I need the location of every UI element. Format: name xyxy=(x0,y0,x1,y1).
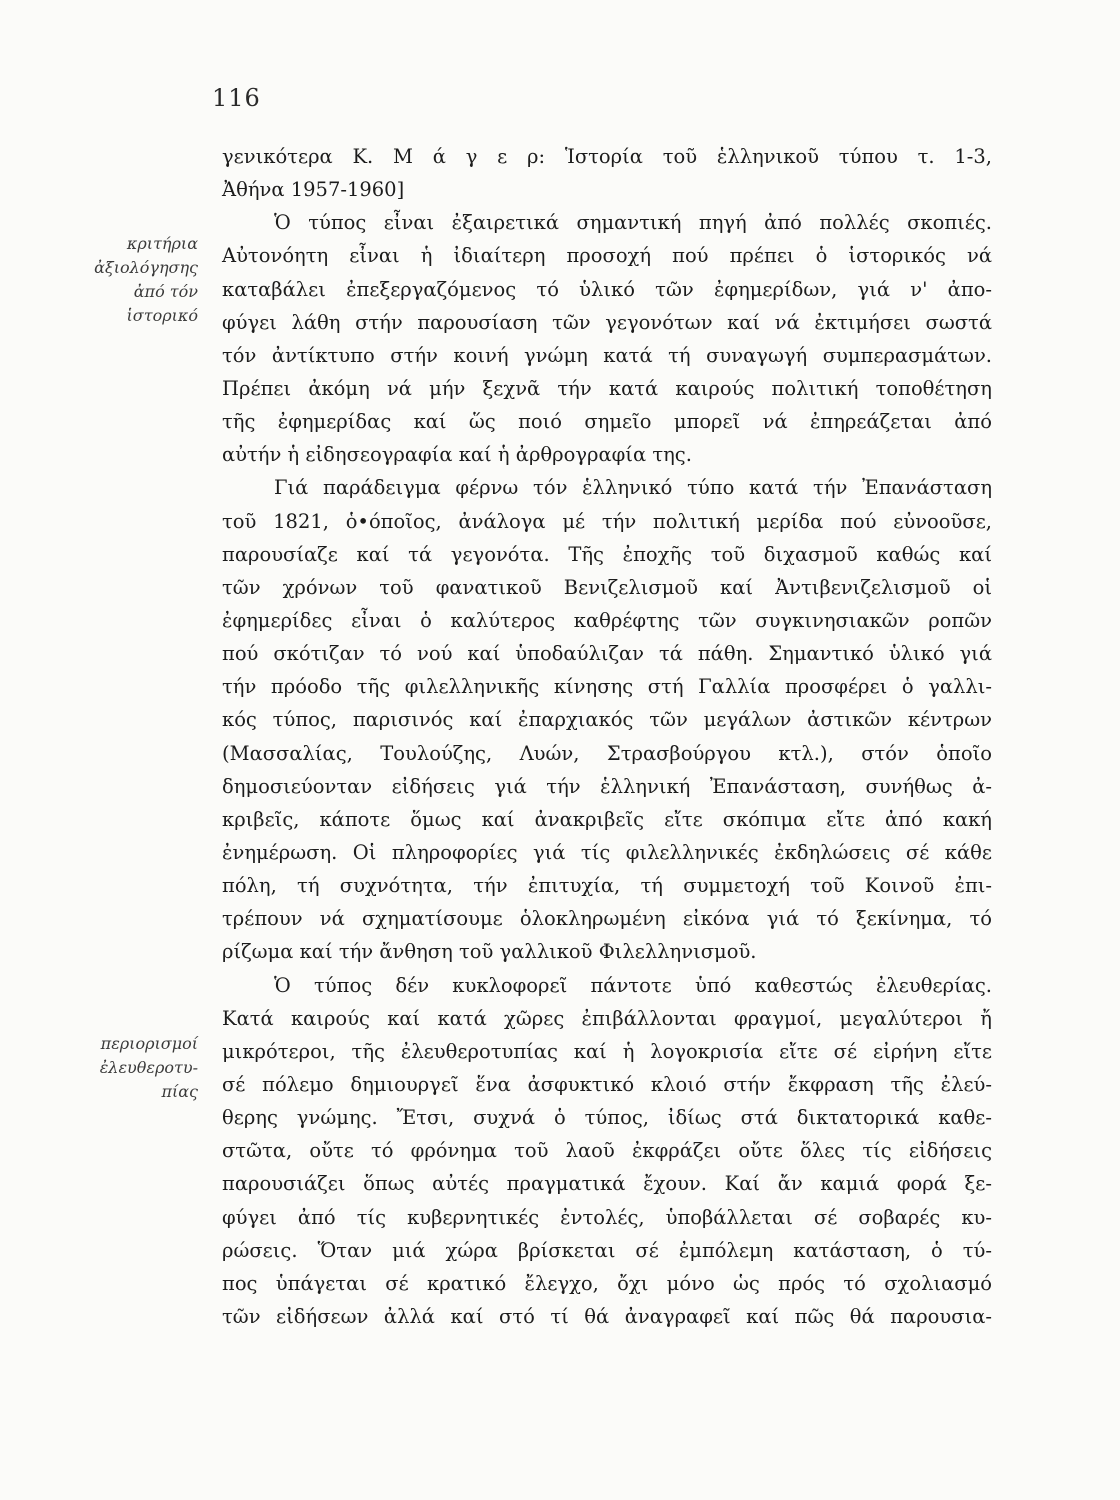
body-text xyxy=(222,140,992,1333)
text-line: πόλη, τή συχνότητα, τήν ἐπιτυχία, τή συμμετοχή τοῦ Κοινοῦ ἐπι- xyxy=(222,874,992,898)
text-line: αὐτήν ἡ εἰδησεογραφία καί ἡ ἀρθρογραφία της. xyxy=(222,443,692,467)
text-line: πος ὑπάγεται σέ κρατικό ἔλεγχο, ὄχι μόνο ὡς πρός τό σχολιασμό xyxy=(222,1271,992,1295)
text-line: κός τύπος, παρισινός καί ἐπαρχιακός τῶν μεγάλων ἀστικῶν κέντρων xyxy=(222,708,992,732)
text-line: σέ πόλεμο δημιουργεῖ ἕνα ἀσφυκτικό κλοιό στήν ἔκφραση τῆς ἐλεύ- xyxy=(222,1072,992,1096)
text-line: ρίζωμα καί τήν ἄνθηση τοῦ γαλλικοῦ Φιλελληνισμοῦ. xyxy=(222,940,757,964)
text-line: παρουσίαζε καί τά γεγονότα. Τῆς ἐποχῆς τοῦ διχασμοῦ καθώς καί xyxy=(222,542,992,566)
margin-note-line: ἱστορικό xyxy=(126,306,198,325)
margin-note-press-freedom-limits xyxy=(58,1032,198,1104)
text-line: καταβάλει ἐπεξεργαζόμενος τό ὑλικό τῶν ἐφημερίδων, γιά ν' ἀπο- xyxy=(222,277,992,301)
text-line: Κατά καιρούς καί κατά χῶρες ἐπιβάλλονται φραγμοί, μεγαλύτεροι ἤ xyxy=(222,1006,992,1030)
text-line: ἐφημερίδες εἶναι ὁ καλύτερος καθρέφτης τῶν συγκινησιακῶν ροπῶν xyxy=(222,608,992,632)
text-line: τοῦ 1821, ὁ•όποῖος, ἀνάλογα μέ τήν πολιτική μερίδα πού εὐνοοῦσε, xyxy=(222,509,992,533)
text-line: Γιά παράδειγμα φέρνω τόν ἑλληνικό τύπο κατά τήν Ἐπανάσταση xyxy=(274,476,992,500)
text-line: φύγει λάθη στήν παρουσίαση τῶν γεγονότων καί νά ἐκτιμήσει σωστά xyxy=(222,310,992,334)
text-line: θερης γνώμης. Ἔτσι, συχνά ὁ τύπος, ἰδίως στά δικτατορικά καθε- xyxy=(222,1106,992,1130)
margin-note-evaluation-criteria xyxy=(58,232,198,328)
page-number: 116 xyxy=(212,84,261,112)
text-line: τῶν εἰδήσεων ἀλλά καί στό τί θά ἀναγραφεῖ καί πῶς θά παρουσια- xyxy=(222,1304,992,1328)
text-line: Αὐτονόητη εἶναι ἡ ἰδιαίτερη προσοχή πού πρέπει ὁ ἱστορικός νά xyxy=(222,244,992,268)
text-line: τῶν χρόνων τοῦ φανατικοῦ Βενιζελισμοῦ καί Ἀντιβενιζελισμοῦ οἱ xyxy=(222,575,992,599)
text-line: Ὁ τύπος δέν κυκλοφορεῖ πάντοτε ὑπό καθεστώς ἐλευθερίας. xyxy=(274,973,992,997)
text-line: τόν ἀντίκτυπο στήν κοινή γνώμη κατά τή συναγωγή συμπερασμάτων. xyxy=(222,343,992,367)
text-line: τρέπουν νά σχηματίσουμε ὁλοκληρωμένη εἰκόνα γιά τό ξεκίνημα, τό xyxy=(222,907,992,931)
text-line: Ὁ τύπος εἶναι ἐξαιρετικά σημαντική πηγή ἀπό πολλές σκοπιές. xyxy=(274,211,992,235)
text-line: παρουσιάζει ὅπως αὐτές πραγματικά ἔχουν. Καί ἄν καμιά φορά ξε- xyxy=(222,1172,992,1196)
margin-note-line: περιορισμοί xyxy=(100,1034,198,1053)
text-line: φύγει ἀπό τίς κυβερνητικές ἐντολές, ὑποβάλλεται σέ σοβαρές κυ- xyxy=(222,1205,992,1229)
text-line: στῶτα, οὔτε τό φρόνημα τοῦ λαοῦ ἐκφράζει οὔτε ὅλες τίς εἰδήσεις xyxy=(222,1139,992,1163)
margin-note-line: πίας xyxy=(161,1082,198,1101)
text-line: (Μασσαλίας, Τουλούζης, Λυών, Στρασβούργου κτλ.), στόν ὁποῖο xyxy=(222,741,992,765)
text-line: Ἀθήνα 1957-1960] xyxy=(222,178,405,202)
margin-note-line: ἐλευθεροτυ- xyxy=(99,1058,198,1077)
margin-note-line: ἀξιολόγησης xyxy=(94,258,198,277)
text-line: ἐνημέρωση. Οἱ πληροφορίες γιά τίς φιλελληνικές ἐκδηλώσεις σέ κάθε xyxy=(222,840,992,864)
text-line: κριβεῖς, κάποτε ὅμως καί ἀνακριβεῖς εἴτε σκόπιμα εἴτε ἀπό κακή xyxy=(222,807,992,831)
text-line: τήν πρόοδο τῆς φιλελληνικῆς κίνησης στή Γαλλία προσφέρει ὁ γαλλι- xyxy=(222,675,992,699)
text-line: τῆς ἐφημερίδας καί ὥς ποιό σημεῖο μπορεῖ νά ἐπηρεάζεται ἀπό xyxy=(222,410,992,434)
text-line: δημοσιεύονταν εἰδήσεις γιά τήν ἑλληνική Ἐπανάσταση, συνήθως ἀ- xyxy=(222,774,992,798)
text-line: πού σκότιζαν τό νού καί ὑποδαύλιζαν τά πάθη. Σημαντικό ὑλικό γιά xyxy=(222,642,992,666)
margin-note-line: κριτήρια xyxy=(126,234,198,253)
text-line: μικρότεροι, τῆς ἐλευθεροτυπίας καί ἡ λογοκρισία εἴτε σέ εἰρήνη εἴτε xyxy=(222,1039,992,1063)
text-line: ρώσεις. Ὅταν μιά χώρα βρίσκεται σέ ἐμπόλεμη κατάσταση, ὁ τύ- xyxy=(222,1238,992,1262)
text-line: Πρέπει ἀκόμη νά μήν ξεχνᾶ τήν κατά καιρούς πολιτική τοποθέτηση xyxy=(222,376,992,400)
margin-note-line: ἀπό τόν xyxy=(133,282,198,301)
text-line: γενικότερα Κ. Μ ά γ ε ρ: Ἱστορία τοῦ ἑλληνικοῦ τύπου τ. 1-3, xyxy=(222,145,992,168)
